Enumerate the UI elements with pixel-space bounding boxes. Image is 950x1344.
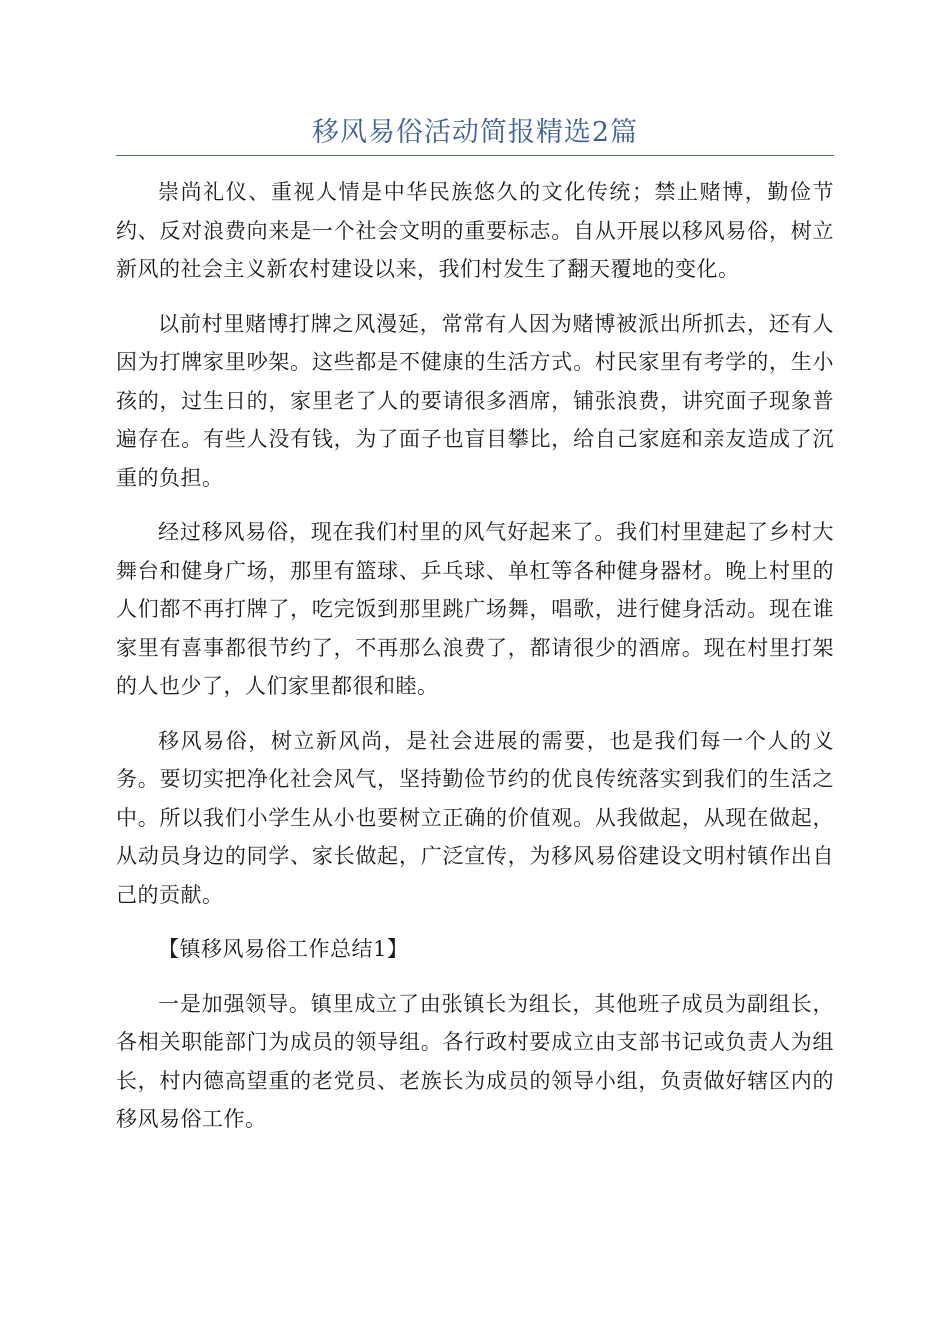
document-page: [116, 0, 834, 1155]
document-title: 移风易俗活动简报精选2篇: [311, 117, 639, 148]
section-heading: 【镇移风易俗工作总结1】: [158, 937, 409, 961]
paragraph: 以前村里赌博打牌之风漫延，常常有人因为赌博被派出所抓去，还有人因为打牌家里吵架。这些都是不健康的生活方式。村民家里有考学的，生小孩的，过生日的，家里老了人的要请很多酒席，铺张浪费，讲究面子现象普遍存在。有些人没有钱，为了面子也盲目攀比，给自己家庭和亲友造成了沉重的负担。: [116, 311, 834, 490]
title-underline: [116, 155, 834, 156]
paragraph: 经过移风易俗，现在我们村里的风气好起来了。我们村里建起了乡村大舞台和健身广场，那里有篮球、乒乓球、单杠等各种健身器材。晚上村里的人们都不再打牌了，吃完饭到那里跳广场舞，唱歌，进行健身活动。现在谁家里有喜事都很节约了，不再那么浪费了，都请很少的酒席。现在村里打架的人也少了，人们家里都很和睦。: [116, 520, 834, 698]
paragraph: 崇尚礼仪、重视人情是中华民族悠久的文化传统；禁止赌博，勤俭节约、反对浪费向来是一个社会文明的重要标志。自从开展以移风易俗，树立新风的社会主义新农村建设以来，我们村发生了翻天覆地的变化。: [116, 180, 834, 281]
paragraph: 一是加强领导。镇里成立了由张镇长为组长，其他班子成员为副组长，各相关职能部门为成员的领导组。各行政村要成立由支部书记或负责人为组长，村内德高望重的老党员、老族长为成员的领导小组，负责做好辖区内的移风易俗工作。: [116, 991, 834, 1131]
paragraph: 移风易俗，树立新风尚，是社会进展的需要，也是我们每一个人的义务。要切实把净化社会风气，坚持勤俭节约的优良传统落实到我们的生活之中。所以我们小学生从小也要树立正确的价值观。从我做起，从现在做起，从动员身边的同学、家长做起，广泛宣传，为移风易俗建设文明村镇作出自己的贡献。: [116, 728, 834, 907]
document-body: [116, 173, 834, 1139]
